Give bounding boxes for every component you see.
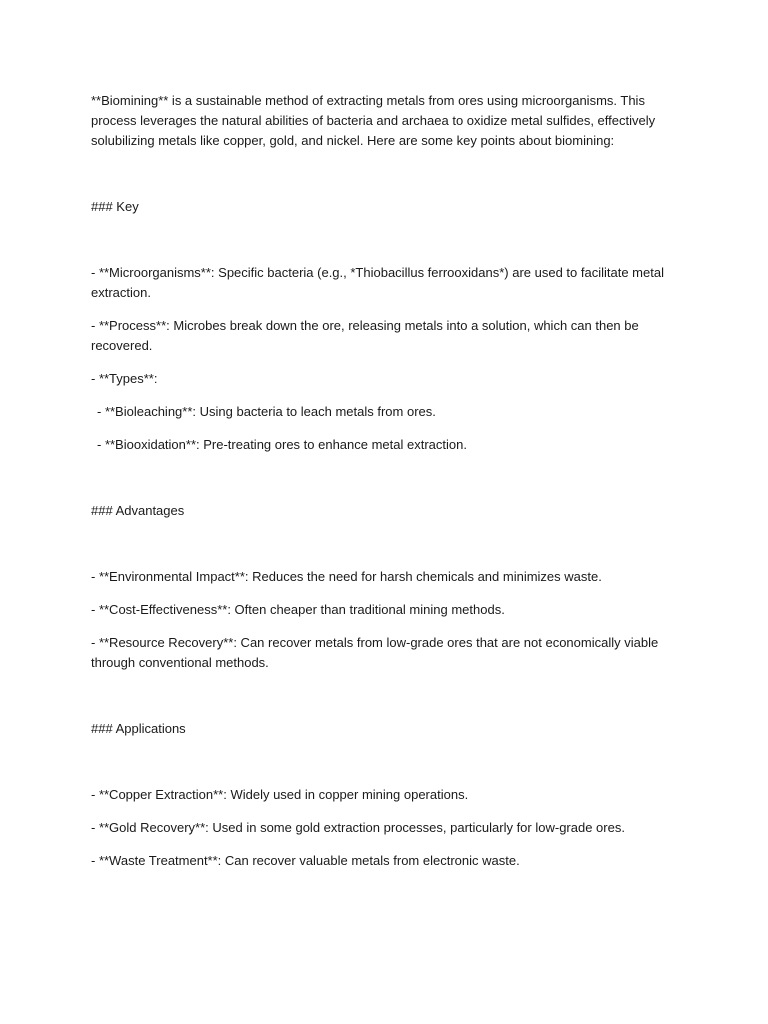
section-heading-advantages: ### Advantages bbox=[91, 503, 185, 518]
section-heading-applications: ### Applications bbox=[91, 721, 186, 736]
list-item-resource-recovery: - **Resource Recovery**: Can recover metals from low-grade ores that are not economically viable through conventional methods. bbox=[91, 635, 662, 670]
list-item-environmental-impact: - **Environmental Impact**: Reduces the need for harsh chemicals and minimizes waste. bbox=[91, 569, 602, 584]
document-page bbox=[91, 91, 676, 871]
intro-paragraph: **Biomining** is a sustainable method of extracting metals from ores using microorganisms. This process leverages the natural abilities of bacteria and archaea to oxidize metal sulfides, effectively solubilizing metals like copper, gold, and nickel. Here are some key points about biomining: bbox=[91, 93, 659, 148]
list-item-copper-extraction: - **Copper Extraction**: Widely used in copper mining operations. bbox=[91, 787, 469, 802]
list-item-microorganisms: - **Microorganisms**: Specific bacteria (e.g., *Thiobacillus ferrooxidans*) are used to facilitate metal extraction. bbox=[91, 265, 668, 300]
list-item-waste-treatment: - **Waste Treatment**: Can recover valuable metals from electronic waste. bbox=[91, 853, 520, 868]
list-item-process: - **Process**: Microbes break down the ore, releasing metals into a solution, which can then be recovered. bbox=[91, 318, 643, 353]
section-heading-key: ### Key bbox=[91, 199, 139, 214]
list-item-cost-effectiveness: - **Cost-Effectiveness**: Often cheaper than traditional mining methods. bbox=[91, 602, 505, 617]
list-subitem-bioleaching: - **Bioleaching**: Using bacteria to leach metals from ores. bbox=[97, 404, 436, 419]
list-item-types: - **Types**: bbox=[91, 371, 158, 386]
list-subitem-biooxidation: - **Biooxidation**: Pre-treating ores to enhance metal extraction. bbox=[97, 437, 467, 452]
list-item-gold-recovery: - **Gold Recovery**: Used in some gold extraction processes, particularly for low-grade ores. bbox=[91, 820, 625, 835]
